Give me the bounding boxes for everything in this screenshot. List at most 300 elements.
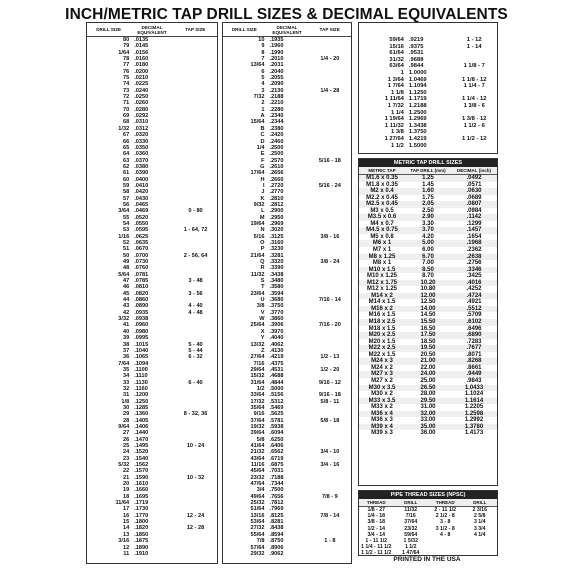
decimal-inch-cell: 1.4173 bbox=[464, 430, 484, 437]
decimal-cell: .9688 bbox=[408, 56, 424, 63]
drill-size-cell: 67 bbox=[122, 132, 130, 139]
tap-drill-cell: 22.00 bbox=[420, 364, 436, 371]
drill-size-cell: 55 bbox=[122, 214, 130, 221]
decimal-cell: .2380 bbox=[269, 125, 284, 132]
drill-size-cell: 4 bbox=[261, 81, 265, 88]
drill-size-cell: 21/32 bbox=[250, 449, 265, 456]
decimal-inch-cell: .2638 bbox=[466, 253, 482, 260]
decimal-cell: .0210 bbox=[134, 75, 149, 82]
drill-size-cell: 54 bbox=[122, 220, 130, 227]
tap-drill-cell: 26.50 bbox=[420, 384, 436, 391]
drill-size-cell: 44 bbox=[122, 297, 130, 304]
table-row bbox=[359, 123, 497, 130]
table-row bbox=[359, 77, 497, 84]
decimal-cell: .0595 bbox=[134, 227, 149, 234]
tap-drill-cell: 21.00 bbox=[420, 358, 436, 365]
decimal-cell: .9062 bbox=[269, 550, 284, 557]
decimal-cell: .3580 bbox=[269, 284, 284, 291]
decimal-cell: .5938 bbox=[269, 423, 284, 430]
decimal-cell: .2010 bbox=[269, 56, 284, 63]
metric-tap-cell: M12 x 1.75 bbox=[366, 279, 398, 286]
tap-drill-cell: 20.50 bbox=[420, 351, 436, 358]
metric-tap-cell: M36 x 4 bbox=[371, 410, 393, 417]
decimal-cell: 1.2969 bbox=[408, 116, 427, 123]
drill-size-cell: H bbox=[260, 176, 265, 183]
metric-rows bbox=[359, 175, 497, 437]
metric-tap-cell: M3 x 0.5 bbox=[370, 207, 394, 214]
header-thread: THREAD bbox=[435, 500, 455, 505]
decimal-cell: .3160 bbox=[269, 240, 284, 246]
drill-size-cell: 48 bbox=[122, 265, 130, 272]
drill-size-cell: 65 bbox=[122, 144, 130, 151]
metric-tap-cell: M14 x 2 bbox=[371, 292, 393, 299]
tap-drill-cell: 8.50 bbox=[422, 266, 434, 273]
decimal-cell: .1094 bbox=[134, 360, 149, 367]
tap-drill-cell: 10.20 bbox=[420, 279, 436, 286]
drill-cell: 3 1/4 bbox=[473, 519, 486, 526]
drill-size-cell: W bbox=[259, 316, 265, 323]
metric-tap-cell: M39 x 3 bbox=[371, 430, 393, 437]
drill-size-cell: 27/32 bbox=[250, 525, 265, 532]
drill-size-cell: 16 bbox=[122, 512, 130, 519]
drill-size-cell: 47 bbox=[122, 278, 130, 285]
decimal-inch-cell: .4921 bbox=[466, 299, 482, 306]
decimal-cell: .2900 bbox=[269, 208, 284, 215]
drill-size-cell: 56 bbox=[122, 201, 130, 208]
drill-cell: 4 1/4 bbox=[473, 531, 486, 538]
metric-tap-cell: M8 x 1 bbox=[372, 260, 392, 267]
metric-tap-cell: M14 x 1.5 bbox=[368, 299, 396, 306]
decimal-inch-cell: .9843 bbox=[466, 377, 482, 384]
tap-drill-cell: 24.00 bbox=[420, 371, 436, 378]
drill-size-cell: 25/64 bbox=[250, 322, 265, 329]
decimal-inch-cell: 1.2598 bbox=[464, 410, 484, 417]
decimal-cell: .1890 bbox=[134, 544, 149, 551]
tap-size-cell: 1 1/2 - 6 bbox=[463, 122, 485, 129]
drill-cell: 1 47/64 bbox=[402, 550, 420, 557]
tap-size-cell: 3 - 56 bbox=[188, 290, 203, 297]
decimal-inch-cell: .8661 bbox=[466, 364, 482, 371]
thread-cell: 1 - 11 1/2 bbox=[365, 537, 388, 544]
decimal-cell: .1960 bbox=[269, 43, 284, 50]
decimal-cell: .0310 bbox=[134, 119, 149, 126]
metric-tap-cell: M30 x 2 bbox=[371, 391, 393, 398]
footer-note: PRINTED IN THE USA bbox=[393, 556, 461, 563]
drill-size-cell: 59/64 bbox=[389, 37, 404, 43]
drill-size-cell: 41 bbox=[122, 322, 130, 329]
decimal-cell: 1.1719 bbox=[408, 96, 427, 103]
tap-drill-cell: 29.50 bbox=[420, 397, 436, 404]
drill-size-cell: 1 7/64 bbox=[387, 83, 404, 90]
tap-size-cell: 6 - 32 bbox=[188, 354, 203, 361]
decimal-inch-cell: .6102 bbox=[466, 319, 482, 326]
decimal-cell: .0260 bbox=[134, 100, 149, 107]
drill-size-cell: Z bbox=[261, 347, 265, 354]
decimal-cell: .0410 bbox=[134, 182, 149, 189]
decimal-cell: .3438 bbox=[269, 271, 284, 278]
decimal-cell: .1470 bbox=[134, 436, 149, 443]
drill-size-cell: 34 bbox=[122, 373, 130, 380]
tap-size-cell: 3 - 48 bbox=[188, 278, 203, 285]
drill-size-cell: 1 3/64 bbox=[387, 76, 404, 83]
decimal-cell: .0520 bbox=[134, 214, 149, 221]
drill-cell: 23/32 bbox=[404, 525, 418, 532]
drill-cell: 2 5/8 bbox=[473, 513, 486, 520]
drill-size-cell: 61/64 bbox=[389, 50, 404, 57]
decimal-cell: .0550 bbox=[134, 220, 149, 227]
decimal-cell: 1.0469 bbox=[408, 76, 427, 83]
decimal-cell: .8438 bbox=[269, 525, 284, 532]
header-decimal-inch: DECIMAL (inch) bbox=[457, 168, 491, 173]
drill-size-cell: 15/16 bbox=[389, 43, 404, 50]
tap-size-cell: 1 - 64, 72 bbox=[183, 227, 208, 234]
drill-size-cell: 33 bbox=[122, 379, 130, 386]
drill-cell: 1 1/2 bbox=[404, 544, 417, 551]
table-row bbox=[359, 430, 497, 437]
drill-size-cell: 27/64 bbox=[250, 354, 265, 361]
metric-tap-cell: M27 x 2 bbox=[371, 377, 393, 384]
decimal-cell: .8594 bbox=[269, 531, 284, 538]
tap-size-cell: 1 1/4 - 7 bbox=[463, 83, 485, 90]
drill-size-cell: L bbox=[261, 208, 265, 215]
decimal-cell: .0820 bbox=[134, 290, 149, 297]
tap-drill-cell: 1.75 bbox=[422, 194, 434, 201]
header-tap-drill: TAP DRILL (mm) bbox=[410, 168, 446, 173]
decimal-cell: .3970 bbox=[269, 328, 284, 335]
drill-size-cell: 17 bbox=[122, 506, 130, 513]
metric-tap-cell: M24 x 3 bbox=[371, 358, 393, 365]
tap-size-cell: 1/4 - 20 bbox=[320, 56, 340, 63]
decimal-cell: .0145 bbox=[134, 43, 149, 50]
decimal-cell: .2969 bbox=[269, 220, 284, 227]
table-row bbox=[359, 103, 497, 110]
drill-size-cell: 1 27/64 bbox=[384, 135, 404, 142]
tap-size-cell bbox=[451, 57, 497, 64]
metric-tap-cell: M1.8 x 0.35 bbox=[366, 181, 398, 188]
drill-size-cell: 37/64 bbox=[250, 417, 265, 424]
metric-tap-cell: M3.5 x 0.6 bbox=[367, 214, 397, 221]
decimal-cell: .6406 bbox=[269, 443, 284, 449]
drill-size-cell: 17/64 bbox=[250, 170, 265, 177]
tap-size-cell: 1 1/4 - 12 bbox=[461, 96, 487, 103]
drill-size-cell: 61 bbox=[122, 170, 130, 177]
table-row bbox=[359, 116, 497, 123]
tap-size-cell: 5/8 - 18 bbox=[320, 417, 340, 424]
decimal-cell: .0240 bbox=[134, 87, 149, 94]
drill-size-cell: 17/32 bbox=[250, 398, 265, 405]
metric-tap-cell: M10 x 1.5 bbox=[368, 266, 396, 273]
table-row bbox=[359, 90, 497, 97]
decimal-cell: .0980 bbox=[134, 328, 149, 335]
metric-tap-cell: M22 x 1.5 bbox=[368, 351, 396, 358]
decimal-cell: .0320 bbox=[134, 132, 149, 139]
tap-size-cell: 5/8 - 11 bbox=[320, 398, 340, 405]
drill-column-2 bbox=[222, 22, 352, 564]
drill-cell: 59/64 bbox=[404, 531, 418, 538]
drill-size-cell: 31/64 bbox=[250, 379, 265, 386]
tap-size-cell bbox=[451, 129, 497, 136]
drill-size-cell: 23/64 bbox=[250, 290, 265, 297]
decimal-cell: .1590 bbox=[134, 474, 149, 481]
drill-size-cell: 1 1/2 bbox=[391, 142, 404, 149]
column-header bbox=[87, 23, 217, 37]
drill-size-cell: 36 bbox=[122, 354, 130, 361]
decimal-cell: .1850 bbox=[134, 531, 149, 538]
drill-size-cell: 9/32 bbox=[253, 201, 265, 208]
decimal-cell: .0760 bbox=[134, 265, 149, 272]
decimal-inch-cell: .3425 bbox=[466, 273, 482, 280]
decimal-cell: .6875 bbox=[269, 462, 284, 469]
drill-size-cell: 73 bbox=[122, 87, 130, 94]
drill-size-cell: 58 bbox=[122, 189, 130, 196]
drill-size-cell: 19/64 bbox=[250, 220, 265, 227]
decimal-cell: .1935 bbox=[269, 37, 284, 43]
drill-size-cell: 28 bbox=[122, 417, 130, 424]
drill-size-cell: 11/64 bbox=[115, 500, 130, 507]
metric-tap-cell: M30 x 3.5 bbox=[368, 384, 396, 391]
thread-cell: 1/4 - 18 bbox=[367, 513, 386, 520]
tap-size-cell: 1 - 14 bbox=[466, 43, 482, 50]
tap-drill-cell: 15.50 bbox=[420, 319, 436, 326]
drill-size-cell: 75 bbox=[122, 75, 130, 82]
decimal-cell: .1065 bbox=[134, 354, 149, 361]
drill-size-cell: 53/64 bbox=[250, 519, 265, 526]
metric-tap-cell: M39 x 4 bbox=[371, 423, 393, 430]
thread-cell: 3 - 8 bbox=[440, 519, 451, 526]
drill-size-cell: 68 bbox=[122, 119, 130, 126]
metric-tap-cell: M33 x 3.5 bbox=[368, 397, 396, 404]
decimal-cell: .0810 bbox=[134, 284, 149, 291]
drill-size-cell: 31/32 bbox=[389, 56, 404, 63]
drill-size-cell: 1 bbox=[261, 106, 265, 113]
tap-drill-cell: 3.30 bbox=[422, 220, 434, 227]
decimal-inch-cell: .0689 bbox=[466, 194, 482, 201]
decimal-cell: .2812 bbox=[269, 201, 284, 208]
header-drill: DRILL bbox=[404, 500, 418, 505]
decimal-cell: .4062 bbox=[269, 341, 284, 348]
tap-size-cell: 5/16 - 24 bbox=[318, 182, 341, 189]
drill-size-cell: 71 bbox=[122, 100, 130, 107]
header-metric-tap: METRIC TAP bbox=[368, 168, 396, 173]
drill-size-cell: V bbox=[260, 309, 265, 316]
tap-drill-cell: 25.00 bbox=[420, 377, 436, 384]
decimal-cell: .1250 bbox=[134, 398, 149, 405]
tap-size-cell: 7/8 - 9 bbox=[321, 493, 338, 500]
drill-size-cell: 49 bbox=[122, 259, 130, 266]
drill-size-cell: 45 bbox=[122, 290, 130, 297]
drill-size-cell: 46 bbox=[122, 284, 130, 291]
page-title: INCH/METRIC TAP DRILL SIZES & DECIMAL EQUIVALENTS bbox=[65, 6, 508, 23]
decimal-inch-cell: .1968 bbox=[466, 240, 482, 247]
decimal-cell: 1.3750 bbox=[408, 129, 427, 136]
drill-size-cell: 11/32 bbox=[250, 271, 265, 278]
drill-size-cell: A bbox=[260, 113, 265, 120]
drill-size-cell: 1/4 bbox=[256, 144, 265, 151]
drill-size-cell: T bbox=[261, 284, 265, 291]
drill-size-cell: 45/64 bbox=[250, 468, 265, 475]
decimal-cell: .0360 bbox=[134, 151, 149, 158]
decimal-cell: .1040 bbox=[134, 347, 149, 354]
decimal-cell: .2130 bbox=[269, 87, 284, 94]
metric-tap-cell: M2.5 x 0.45 bbox=[366, 201, 398, 208]
decimal-inch-cell: .4252 bbox=[466, 286, 482, 293]
decimal-cell: .1440 bbox=[134, 430, 149, 437]
drill-size-cell: 21/64 bbox=[250, 252, 265, 259]
drill-size-cell: 1/32 bbox=[118, 125, 130, 132]
drill-column-3 bbox=[358, 22, 498, 154]
drill-size-cell: 1/16 bbox=[118, 233, 130, 240]
drill-size-cell: Y bbox=[260, 335, 265, 342]
decimal-cell: .2570 bbox=[269, 157, 284, 164]
metric-tap-cell: M27 x 3 bbox=[371, 371, 393, 378]
decimal-cell: .3020 bbox=[269, 227, 284, 234]
drill-size-cell: 3/4 bbox=[256, 487, 265, 494]
drill-size-cell: 49/64 bbox=[250, 493, 265, 500]
decimal-cell: .5625 bbox=[269, 411, 284, 418]
decimal-cell: .0180 bbox=[134, 62, 149, 69]
drill-size-cell: 41/64 bbox=[250, 443, 265, 449]
thread-cell: 2 - 11 1/2 bbox=[434, 507, 457, 513]
decimal-inch-cell: .1654 bbox=[466, 233, 482, 240]
drill-size-cell: 35 bbox=[122, 366, 130, 373]
decimal-cell: .2810 bbox=[269, 195, 284, 202]
drill-size-cell: I bbox=[262, 182, 265, 189]
decimal-cell: .3390 bbox=[269, 265, 284, 272]
metric-tap-cell: M2 x 0.4 bbox=[370, 188, 394, 195]
decimal-cell: .3680 bbox=[269, 297, 284, 304]
drill-size-cell: 7/64 bbox=[118, 360, 130, 367]
decimal-cell: .6094 bbox=[269, 430, 284, 437]
table-row bbox=[359, 136, 497, 143]
decimal-inch-cell: 1.1024 bbox=[464, 391, 484, 398]
drill-size-cell: 6 bbox=[261, 68, 265, 75]
drill-size-cell: N bbox=[260, 227, 265, 234]
drill-size-cell: 2 bbox=[261, 100, 265, 107]
drill-size-cell: 10 bbox=[258, 37, 265, 43]
decimal-cell: .0781 bbox=[134, 271, 149, 278]
tap-size-cell: 2 - 56, 64 bbox=[183, 252, 208, 259]
drill-size-cell: 60 bbox=[122, 176, 130, 183]
thread-cell: 3/4 - 14 bbox=[367, 531, 386, 538]
drill-size-cell: 47/64 bbox=[250, 481, 265, 488]
decimal-cell: 1.2500 bbox=[408, 109, 427, 116]
drill-size-cell: 64 bbox=[122, 151, 130, 158]
tap-size-cell: 1 1/8 - 7 bbox=[463, 63, 485, 70]
decimal-inch-cell: .0807 bbox=[466, 201, 482, 208]
table-row bbox=[359, 83, 497, 90]
decimal-cell: .1695 bbox=[134, 493, 149, 500]
drill-size-cell: 20 bbox=[122, 481, 130, 488]
decimal-cell: .1100 bbox=[134, 366, 148, 373]
drill-size-cell: C bbox=[260, 132, 265, 139]
table-row bbox=[359, 129, 497, 136]
header-decimal: DECIMAL EQUIVALENT bbox=[272, 24, 302, 35]
drill-size-cell: 18 bbox=[122, 493, 130, 500]
tap-drill-cell: 28.00 bbox=[420, 391, 436, 398]
decimal-cell: 1.1250 bbox=[408, 89, 427, 96]
drill-size-cell: 13/16 bbox=[250, 512, 265, 519]
tap-size-cell: 1 1/8 - 12 bbox=[461, 76, 487, 83]
drill-size-cell: 62 bbox=[122, 163, 130, 170]
drill-size-cell: E bbox=[260, 151, 265, 158]
tap-drill-cell: 32.00 bbox=[420, 410, 436, 417]
thread-cell: 3 1/2 - 8 bbox=[435, 525, 455, 532]
decimal-cell: .1495 bbox=[134, 443, 149, 449]
decimal-cell: .8281 bbox=[269, 519, 284, 526]
tap-drill-cell: 3.70 bbox=[422, 227, 434, 234]
decimal-cell: .6250 bbox=[269, 436, 284, 443]
tap-size-cell bbox=[451, 143, 497, 150]
header-tap-size: TAP SIZE bbox=[319, 27, 340, 32]
tap-drill-cell: 6.00 bbox=[422, 247, 434, 254]
tap-size-cell: 10 - 24 bbox=[186, 443, 205, 449]
decimal-cell: .6562 bbox=[269, 449, 284, 456]
drill-size-cell: 1 1/8 bbox=[391, 89, 404, 96]
decimal-inch-cell: .0984 bbox=[466, 207, 482, 214]
header-decimal: DECIMAL EQUIVALENT bbox=[137, 24, 167, 35]
decimal-cell: .7031 bbox=[269, 468, 284, 475]
table-row bbox=[359, 110, 497, 117]
metric-table-header bbox=[359, 167, 497, 175]
decimal-cell: 1.1094 bbox=[408, 83, 427, 90]
metric-tap-cell: M7 x 1 bbox=[372, 247, 392, 254]
table-row bbox=[87, 551, 217, 557]
drill-size-cell: 9 bbox=[261, 43, 265, 50]
decimal-cell: .7344 bbox=[269, 481, 284, 488]
tap-size-cell: 1/2 - 20 bbox=[320, 366, 340, 373]
tap-size-cell: 5/16 - 18 bbox=[318, 157, 341, 164]
decimal-cell: 1.2188 bbox=[408, 102, 427, 109]
drill-size-cell: 63/64 bbox=[389, 63, 404, 70]
drill-size-cell: 5/32 bbox=[118, 462, 130, 469]
decimal-cell: .1660 bbox=[134, 487, 149, 494]
drill-size-cell: 26 bbox=[122, 436, 130, 443]
decimal-cell: .0935 bbox=[134, 309, 149, 316]
decimal-cell: .2720 bbox=[269, 182, 284, 189]
drill-size-cell: R bbox=[260, 265, 265, 272]
decimal-inch-cell: 1.1614 bbox=[464, 397, 484, 404]
drill-rows bbox=[359, 23, 497, 149]
drill-size-cell: 50 bbox=[122, 252, 130, 259]
decimal-cell: .2420 bbox=[269, 132, 284, 139]
decimal-cell: .2340 bbox=[269, 113, 284, 120]
decimal-cell: .1200 bbox=[134, 392, 149, 399]
drill-size-cell: 29/64 bbox=[250, 366, 265, 373]
drill-size-cell: 15/64 bbox=[250, 119, 265, 126]
tap-size-cell: 7/16 - 20 bbox=[318, 322, 341, 329]
metric-tap-cell: M22 x 2.5 bbox=[368, 345, 396, 352]
decimal-cell: .1285 bbox=[134, 404, 149, 411]
pipe-rows bbox=[359, 507, 497, 557]
decimal-cell: .0350 bbox=[134, 144, 149, 151]
drill-size-cell: 52 bbox=[122, 240, 130, 246]
decimal-cell: .0700 bbox=[134, 252, 149, 259]
decimal-cell: .3480 bbox=[269, 278, 284, 285]
drill-size-cell: 5 bbox=[261, 75, 265, 82]
tap-size-cell: 0 - 80 bbox=[188, 208, 203, 215]
drill-size-cell: 7 bbox=[261, 56, 265, 63]
drill-size-cell: 23 bbox=[122, 455, 130, 462]
drill-size-cell: 77 bbox=[122, 62, 130, 69]
metric-tap-cell: M18 x 2.5 bbox=[368, 319, 396, 326]
tap-drill-cell: 31.00 bbox=[420, 404, 436, 411]
decimal-cell: .1562 bbox=[134, 462, 149, 469]
decimal-cell: .1910 bbox=[134, 550, 149, 557]
decimal-cell: .0995 bbox=[134, 335, 149, 342]
decimal-cell: .1110 bbox=[134, 373, 148, 380]
drill-size-cell: 32 bbox=[122, 385, 130, 392]
table-row bbox=[223, 551, 351, 557]
